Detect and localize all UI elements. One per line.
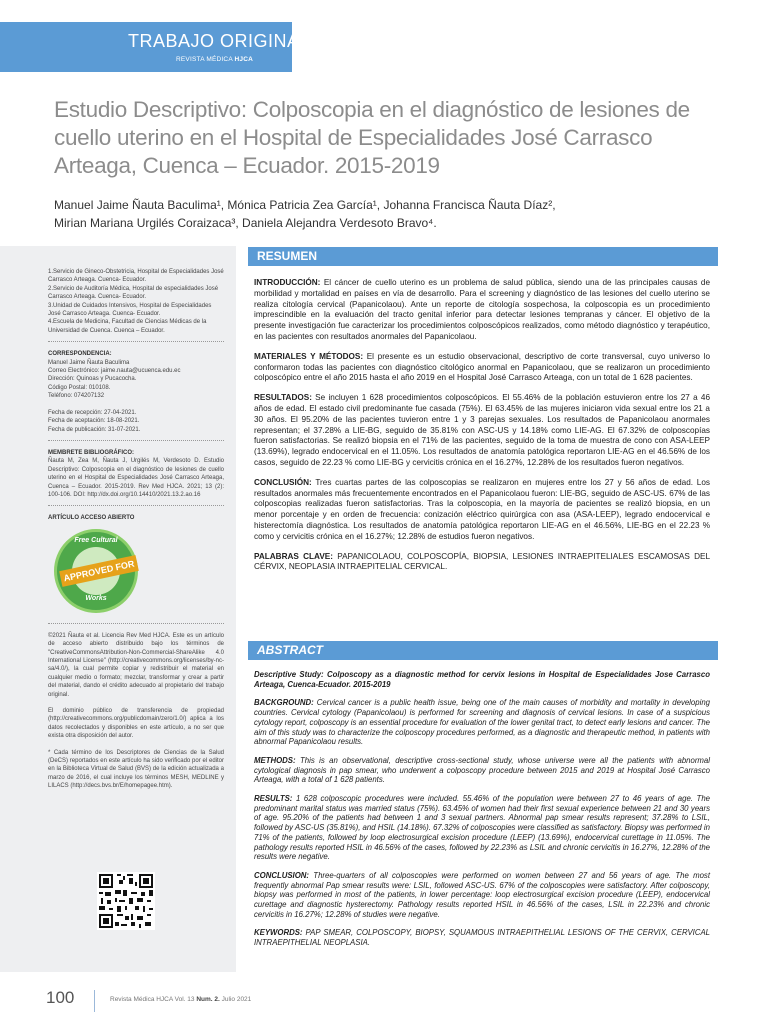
footer-journal: Revista Médica HJCA Vol. 13 Num. 2. Julio 2021 bbox=[110, 996, 252, 1003]
citation-heading: MEMBRETE BIBLIOGRÁFICO: bbox=[48, 449, 134, 456]
abstract-keywords: KEYWORDS: PAP SMEAR, COLPOSCOPY, BIOPSY, SQUAMOUS INTRAEPITHELIAL LESIONS OF THE CERVIX, CERVICAL INTRAEPITHELIAL NEOPLASIA. bbox=[254, 928, 710, 948]
abstract-heading-bar bbox=[248, 641, 718, 660]
article-title: Estudio Descriptivo: Colposcopia en el diagnóstico de lesiones de cuello uterino en el Hospital de Especialidades José Carrasco Arteaga, Cuenca – Ecuador. 2015-2019 bbox=[54, 97, 690, 178]
journal-label bbox=[176, 56, 253, 63]
affiliation: 2.Servicio de Auditoría Médica, Hospital de especialidades José Carrasco Arteaga. Cuenca- Ecuador. bbox=[48, 285, 219, 301]
divider bbox=[48, 505, 224, 506]
resumen-methods: MATERIALES Y MÉTODOS: El presente es un estudio observacional, descriptivo de corte transversal, cuyo universo lo conformaron todas las pacientes con diagnóstico citológico anormal en Papanicolaou, que se realizaron un procedimiento colposcópico entre el año 2015 hasta el año 2019 en el Hospital José Carrasco Arteaga, con un total de 1 628 pacientes. bbox=[254, 351, 711, 383]
correspondence-line: Teléfono: 074207132 bbox=[48, 393, 105, 400]
badge-bottom-text: Works bbox=[85, 594, 107, 602]
abstract-methods: METHODS: This is an observational, descriptive cross-sectional study, whose universe were all the patients with abnormal cytological diagnosis in pap smear, who underwent a colposcopy procedure between 2015 and 2019 at Hospital José Carrasco Arteaga, with a total of 1 628 patients. bbox=[254, 755, 710, 785]
badge-top-text: Free Cultural bbox=[74, 536, 118, 544]
footer-divider bbox=[94, 990, 95, 1012]
license-text: ©2021 Ñauta et al. Licencia Rev Med HJCA. Este es un artículo de acceso abierto distribuido bajo los términos de "CreativeCommonsAttribution-Non-Commercial-ShareAlike 4.0 International License" (http://creativecommons.org/licenses/by-nc-sa/4.0/), la cual permite copiar y redistribuir el material en cualquier medio o formato; mezclar, transformar y crear a partir del material, dando el crédito adecuado al propietario del trabajo original. bbox=[48, 632, 224, 698]
resumen-conclusion: CONCLUSIÓN: Tres cuartas partes de las colposcopias se realizaron en mujeres entre los 27 y 56 años de edad. Los resultados anormales más frecuentemente encontrados en el Papanicolaou fueron: LIE-BG, seguido de ASC-US. 67% de las colposcopias realizadas fueron satisfactorias. Tras la colposcopia, en la mayoría de pacientes se realizó biopsia, en un menor porcentaje y en orden de frecuencia: conización eléctrico quirúrgica con asa (ASA-LEEP), legrado endocervical e histerectomía diagnóstica. Los resultados de anatomía patológica reportaron LIE-AG en el 46.56%, LIE-BG en el 22.23 % como y cervicitis crónica en el 16.27%; 12.28% de estudios fueron negativos. bbox=[254, 477, 710, 541]
resumen-heading: RESUMEN bbox=[257, 249, 318, 263]
date-line: Fecha de publicación: 31-07-2021. bbox=[48, 426, 141, 433]
affiliation: 1.Servicio de Gineco-Obstetricia, Hospital de Especialidades José Carrasco Arteaga. Cuenca- Ecuador. bbox=[48, 269, 224, 284]
free-cultural-works-badge-icon bbox=[54, 529, 138, 613]
abstract-conclusion: CONCLUSION: Three-quarters of all colposcopies were performed on women between 27 and 56 years of age. The most frequently abnormal Pap smear results were: LSIL, followed ASC-US. 67% of the colposcopies were satisfactory. After colposcopy, biopsy was performed in most of the patients, in lower percentage: loop electrosurgical excision procedure (LEEP), endocervical curettage and diagnostic hysterectomy. Pathology results reported HSIL in 46.56% of the cases, LSIL in 22.23% and chronic cervicitis in 16.27%; 12.28% of studies were negative. bbox=[254, 870, 710, 919]
open-access-heading: ARTÍCULO ACCESO ABIERTO bbox=[48, 515, 135, 522]
affiliation: 4.Escuela de Medicina, Facultad de Ciencias Médicas de la Universidad de Cuenca. Cuenca – Ecuador. bbox=[48, 319, 207, 334]
authors-line-2: Mirian Mariana Urgilés Coraizaca³, Daniela Alejandra Verdesoto Bravo⁴. bbox=[54, 216, 437, 230]
resumen-body bbox=[254, 278, 710, 582]
citation-text: Ñauta M, Zea M, Ñauta J, Urgilés M, Verdesoto D. Estudio Descriptivo: Colposcopia en el diagnóstico de lesiones de cuello uterino en el Hospital de Especialidades José Carrasco Arteaga, Cuenca – Ecuador. 2015-2019. Rev Med HJCA. 2021; 13 (2): 100-106. DOI: http://dx.doi.org/10.14410/2021.13.2.ao.16 bbox=[48, 458, 224, 498]
sidebar-content bbox=[48, 268, 224, 791]
authors-line-1: Manuel Jaime Ñauta Baculima¹, Mónica Patricia Zea García¹, Johanna Francisca Ñauta Díaz², bbox=[54, 198, 556, 212]
journal-prefix: REVISTA MÉDICA bbox=[176, 56, 235, 63]
public-domain-text: El dominio público de transferencia de propiedad (http://creativecommons.org/publicdomain/zero/1.0/) aplica a los datos recolectados y disponibles en este artículo, a no ser que exista otra disposición del autor. bbox=[48, 708, 224, 740]
resumen-keywords: PALABRAS CLAVE: PAPANICOLAOU, COLPOSCOPÍA, BIOPSIA, LESIONES INTRAEPITELIALES ESCAMOSAS DEL CÉRVIX, NEOPLASIA INTRAEPITELIAL CERVICAL. bbox=[254, 551, 710, 572]
authors bbox=[54, 196, 714, 232]
journal-brand: HJCA bbox=[234, 56, 254, 63]
date-line: Fecha de recepción: 27-04-2021. bbox=[48, 409, 137, 416]
badge-ribbon-text: APPROVED FOR bbox=[59, 555, 139, 587]
correspondence-line: Dirección: Quinoas y Pucacocha. bbox=[48, 376, 137, 383]
abstract-heading: ABSTRACT bbox=[257, 643, 323, 657]
date-line: Fecha de aceptación: 18-08-2021. bbox=[48, 418, 140, 425]
abstract-title: Descriptive Study: Colposcopy as a diagnostic method for cervix lesions in Hospital de Especialidades Jose Carrasco Arteaga, Cuenca-Ecuador. 2015-2019 bbox=[254, 670, 710, 689]
affiliation: 3.Unidad de Cuidados Intensivos, Hospital de Especialidades José Carrasco Arteaga. Cuenca- Ecuador. bbox=[48, 302, 212, 318]
resumen-introduction: INTRODUCCIÓN: El cáncer de cuello uterino es un problema de salud pública, siendo una de las principales causas de morbilidad y mortalidad en países en vía de desarrollo. Para el screening y diagnóstico de las lesiones del cuello uterino se realiza citología cervical (Papanicolaou). Ante un reporte de citología sospechosa, la colposcopia es un procedimiento imprescindible en la evaluación del tracto genital inferior para detectar lesiones tempranas y cáncer. El objetivo de la presente investigación fue caracterizar los procedimientos colposcópicos realizados, como método diagnóstico y terapéutico, en las pacientes con resultados anormales del Papanicolaou. bbox=[254, 278, 710, 341]
divider bbox=[48, 623, 224, 624]
correspondence-line: Código Postal: 010108. bbox=[48, 384, 111, 391]
correspondence-line: Manuel Jaime Ñauta Baculima bbox=[48, 359, 130, 366]
decs-note: * Cada término de los Descriptores de Ciencias de la Salud (DeCS) reportados en este artículo ha sido verificado por el editor en la Biblioteca Virtual de Salud (BVS) de la edición actualizada a marzo de 2016, el cual incluye los términos MESH, MEDLINE y LILACS (http://decs.bvs.br/E/homepagee.htm). bbox=[48, 749, 224, 790]
qr-code-icon bbox=[97, 872, 155, 930]
divider bbox=[48, 341, 224, 342]
correspondence-heading: CORRESPONDENCIA: bbox=[48, 351, 112, 358]
abstract-body bbox=[254, 670, 710, 957]
resumen-results: RESULTADOS: Se incluyen 1 628 procedimientos colposcópicos. El 55.46% de la población estuvieron entre los 27 a 46 años de edad. El estado civil predominante fue casada (75%). El 63.45% de las mujeres iniciaron vida sexual entre los 21 a 30 años. El 95.20% de las pacientes tuvieron entre 1 y 3 parejas sexuales. Los resultados de Papanicolaou anormales representan; el 37.28% a LIE-BG, seguido de 35.81% con ASC-US y 14.18% como LIE-AG. El 67.32% de colposcopías fueron satisfactorias. Se realizó biopsia en el 71% de las pacientes, seguido de la toma de muestra de cono con ASA-LEEP (13.69%), legrado endocervical en el 11.05%. Los resultados de anatomía patológica reportaron LIE-AG en el 46.56% de los casos, seguido de 22.23 % como LIE-BG y cervicitis crónica en el 16.27%, 12.28% de los resultados fueron negativos. bbox=[254, 393, 710, 467]
divider bbox=[48, 440, 224, 441]
correspondence-line: Correo Electrónico: jaime.nauta@ucuenca.edu.ec bbox=[48, 368, 181, 375]
page-number: 100 bbox=[46, 988, 75, 1007]
abstract-results: RESULTS: 1 628 colposcopic procedures were included. 55.46% of the population were between 27 to 46 years of age. The predominant marital status was married status (75%). 63.45% of women had their first sexual experience between 21 and 30 years of age. 95.20% of the patients had between 1 and 3 sexual partners. Abnormal pap smear results represent; 37.28% to LSIL, followed by ASC-US (35.81%), and HSIL (14.18%). 67.32% of colposcopies were classified as satisfactory. Biopsy was performed in 71% of the patients, followed by loop electrosurgical excision procedure (LEEP) (13.69%), endocervical curettage in 11.05%. The pathology results reported HSIL in 46.56% of the cases, followed by 22.23% as LSIL and chronic cervicitis in 16.27%, 12.28% of the results were negative. bbox=[254, 794, 710, 862]
resumen-heading-bar bbox=[248, 247, 718, 266]
section-label: TRABAJO ORIGINAL bbox=[128, 31, 311, 51]
abstract-background: BACKGROUND: Cervical cancer is a public health issue, being one of the main causes of morbidity and mortality in developing countries. Cervical cytology (Papanicolaou) is performed for screening and diagnosis of cervical lesions. In case of a suspicious cytology report, colposcopy is an essential procedure for evaluation of the lower genital tract, to detect early lesions and cancer. The aim of this study was to characterize the colposcopy procedures performed, as a diagnostic and therapeutic method, in patients with abnormal Papanicolaou results. bbox=[254, 698, 710, 747]
